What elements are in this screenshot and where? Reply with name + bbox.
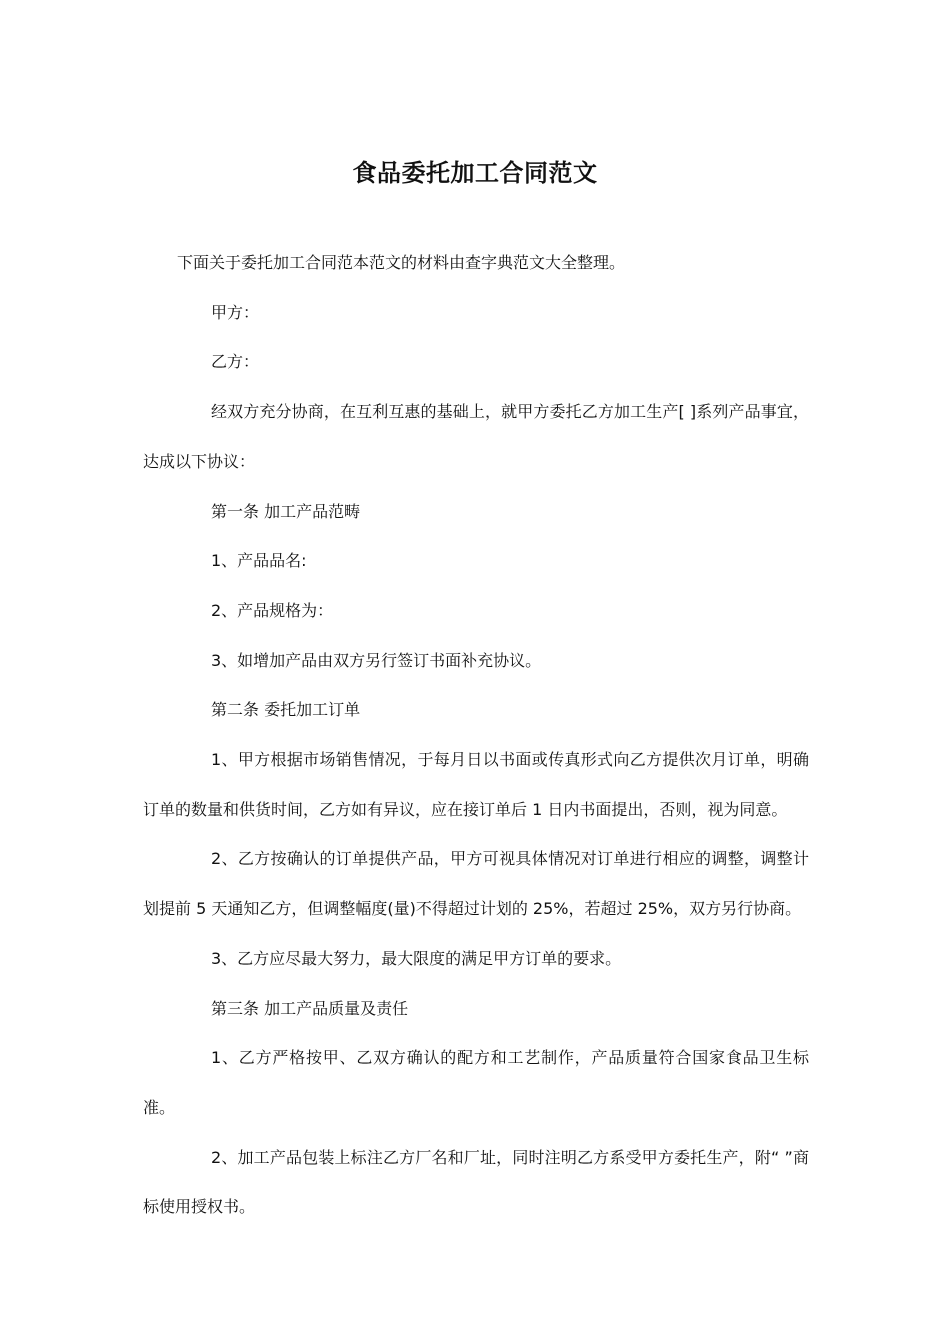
article-1-item-3: 3、如增加产品由双方另行签订书面补充协议。 xyxy=(211,650,542,670)
article-3-item-2: 2、加工产品包装上标注乙方厂名和厂址，同时注明乙方系受甲方委托生产，附“ ”商标使用授权书。 xyxy=(143,1147,809,1217)
intro-paragraph: 下面关于委托加工合同范本范文的材料由查字典范文大全整理。 xyxy=(177,253,626,272)
article-2-item-2: 2、乙方按确认的订单提供产品，甲方可视具体情况对订单进行相应的调整，调整计划提前 5 天通知乙方，但调整幅度(量)不得超过计划的 25%，若超过 25%，双方另行协商。 xyxy=(143,849,809,919)
agreement-preamble: 经双方充分协商，在互利互惠的基础上，就甲方委托乙方加工生产[ ]系列产品事宜，达成以下协议： xyxy=(143,402,809,471)
article-1-item-1: 1、产品品名: xyxy=(211,551,307,571)
article-2-item-1: 1、甲方根据市场销售情况，于每月日以书面或传真形式向乙方提供次月订单，明确订单的数量和供货时间，乙方如有异议，应在接订单后 1 日内书面提出，否则，视为同意。 xyxy=(143,750,809,819)
article-1-item-2: 2、产品规格为： xyxy=(211,600,334,620)
article-3-heading: 第三条 加工产品质量及责任 xyxy=(211,998,409,1018)
party-a-line: 甲方： xyxy=(211,302,260,322)
article-1-heading: 第一条 加工产品范畴 xyxy=(211,501,361,521)
article-2-item-3: 3、乙方应尽最大努力，最大限度的满足甲方订单的要求。 xyxy=(211,948,622,968)
party-b-line: 乙方： xyxy=(211,352,260,372)
document-title: 食品委托加工合同范文 xyxy=(352,159,598,187)
article-2-heading: 第二条 委托加工订单 xyxy=(211,700,361,720)
document-body xyxy=(143,238,809,1232)
article-3-item-1: 1、乙方严格按甲、乙双方确认的配方和工艺制作，产品质量符合国家食品卫生标准。 xyxy=(143,1048,809,1117)
